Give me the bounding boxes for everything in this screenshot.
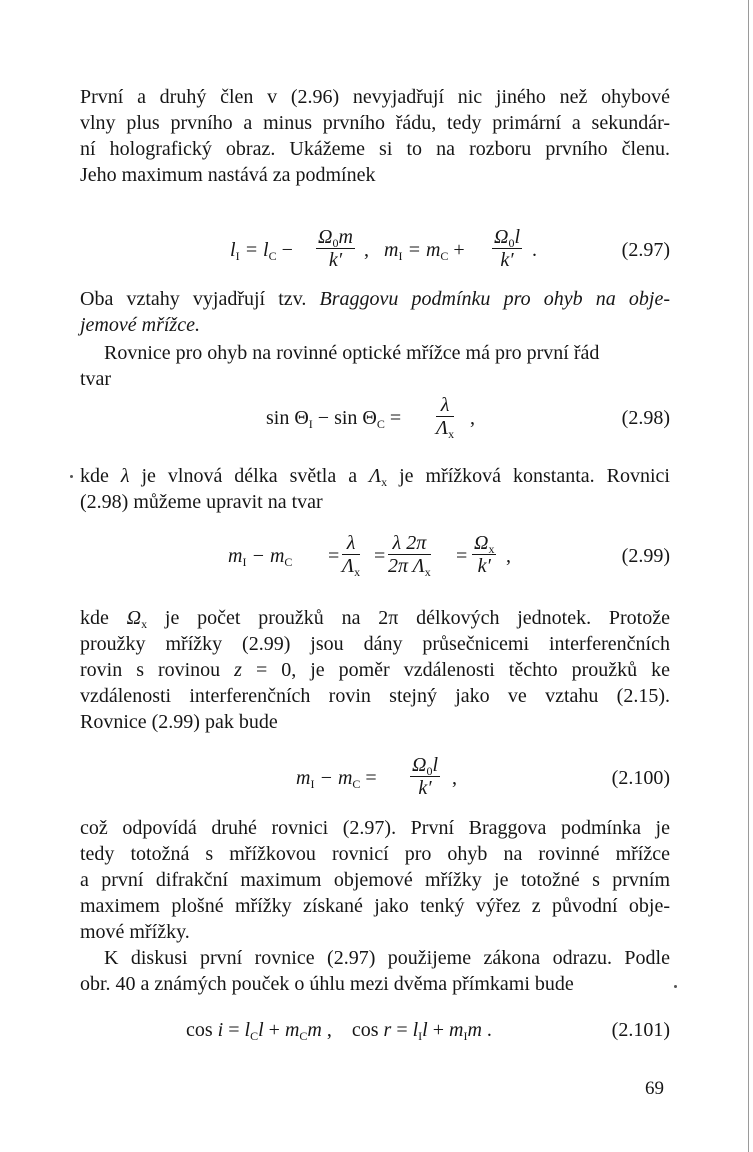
equation-number: (2.99) [621, 545, 670, 567]
italic-term: jemové mřížce. [80, 314, 200, 336]
math-symbol: Λ [369, 465, 382, 487]
math-expression: sin Θ [266, 407, 309, 429]
math-symbol: Ω [318, 226, 333, 248]
equation-number: (2.101) [611, 1019, 670, 1041]
math-symbol: l [432, 754, 439, 776]
text-span: kde [80, 607, 127, 629]
text-span: Oba vztahy vyjadřují tzv. [80, 288, 320, 310]
fraction [388, 532, 431, 577]
math-symbol: − m [246, 545, 285, 567]
math-operator: + [448, 239, 465, 261]
math-subscript: C [284, 555, 293, 569]
text-line [80, 605, 670, 631]
text-line [80, 286, 670, 312]
math-subscript: x [381, 475, 388, 489]
fraction [472, 532, 496, 577]
text-span: je počet proužků na 2π délkových jednotek. Protože [147, 607, 670, 629]
math-punct: . [532, 239, 537, 261]
math-punct: , [452, 767, 457, 789]
math-subscript: I [398, 249, 403, 263]
text-line: (2.98) můžeme upravit na tvar [80, 491, 323, 513]
text-span: kde [80, 465, 121, 487]
math-symbol: = m [402, 239, 441, 261]
math-subscript: C [352, 777, 361, 791]
math-subscript: x [424, 565, 431, 579]
text-line: což odpovídá druhé rovnici (2.97). První Braggova podmínka je [80, 817, 670, 839]
equation-2-98 [80, 392, 670, 462]
text-line [80, 463, 670, 489]
text-line: ní holografický obraz. Ukážeme si to na rozboru prvního členu. [80, 138, 670, 160]
math-symbol: m [307, 1019, 322, 1041]
fraction [436, 394, 454, 439]
math-symbol: 2π Λ [388, 555, 425, 577]
math-symbol: Λ [342, 555, 355, 577]
math-symbol: − m [314, 767, 353, 789]
math-subscript: C [440, 249, 449, 263]
math-symbol: λ 2π [392, 532, 427, 554]
math-subscript: C [376, 417, 385, 431]
math-symbol: l [422, 1019, 428, 1041]
text-span: = 0, je poměr vzdálenosti těchto proužků ke [241, 659, 671, 681]
math-expression: − sin Θ [312, 407, 377, 429]
math-symbol: m [384, 239, 399, 261]
math-symbol: Ω [494, 226, 509, 248]
fraction [410, 754, 440, 799]
math-symbol: l [244, 1019, 251, 1041]
fraction [342, 532, 360, 577]
text-line: mové mřížky. [80, 921, 190, 943]
math-operator: = [374, 545, 386, 567]
math-symbol: k′ [328, 249, 343, 271]
margin-mark [674, 985, 677, 988]
text-line: tedy totožná s mřížkovou rovnicí pro ohyb na rovinné mřížce [80, 843, 670, 865]
math-operator: − [276, 239, 293, 261]
text-line [80, 657, 670, 683]
equation-number: (2.97) [621, 239, 670, 261]
math-expression: cos [186, 1019, 218, 1041]
math-symbol: l [514, 226, 521, 248]
equation-2-97 [80, 214, 670, 284]
math-symbol: r [383, 1019, 392, 1041]
math-subscript: I [242, 555, 247, 569]
math-symbol: i [217, 1019, 224, 1041]
math-symbol: z [234, 659, 242, 681]
math-symbol: m [467, 1019, 482, 1041]
equation-number: (2.100) [611, 767, 670, 789]
text-span: rovin s rovinou [80, 659, 235, 681]
math-symbol: λ [346, 532, 356, 554]
margin-mark [70, 475, 73, 478]
math-symbol: l [412, 1019, 419, 1041]
text-span: je vlnová délka světla a [129, 465, 370, 487]
text-line: Jeho maximum nastává za podmínek [80, 164, 376, 186]
math-symbol: m [449, 1019, 464, 1041]
text-line: vlny plus prvního a minus prvního řádu, tedy primární a sekundár- [80, 112, 670, 134]
math-operator: = [384, 407, 402, 429]
math-expression: , cos [321, 1019, 384, 1041]
math-subscript: x [448, 427, 455, 441]
math-symbol: Ω [412, 754, 427, 776]
math-subscript: x [488, 542, 495, 556]
equation-2-100 [80, 742, 670, 812]
equation-2-99 [80, 520, 670, 590]
math-operator: = [456, 545, 468, 567]
text-line: a první difrakční maximum objemové mřížky je totožné s prvním [80, 869, 670, 891]
text-line: vzdálenosti interferenčních rovin stejný jako ve vztahu (2.15). [80, 685, 670, 707]
math-symbol: = l [239, 239, 269, 261]
math-subscript: I [463, 1029, 468, 1043]
math-subscript: C [250, 1029, 259, 1043]
fraction [492, 226, 522, 271]
math-subscript: 0 [332, 236, 339, 250]
equation-2-101 [80, 1006, 670, 1046]
math-punct: , [470, 407, 475, 429]
math-symbol: m [228, 545, 243, 567]
math-subscript: x [354, 565, 361, 579]
text-line: obr. 40 a známých pouček o úhlu mezi dvěma přímkami bude [80, 973, 574, 995]
math-symbol: Λ [436, 417, 449, 439]
math-symbol: m [296, 767, 311, 789]
math-punct: . [481, 1019, 492, 1041]
math-subscript: 0 [426, 764, 433, 778]
math-symbol: k′ [477, 555, 491, 577]
text-line [80, 312, 200, 338]
math-operator: + [427, 1019, 450, 1041]
math-subscript: C [268, 249, 277, 263]
math-operator: + [263, 1019, 285, 1041]
math-symbol: m [338, 226, 353, 248]
math-subscript: 0 [508, 236, 515, 250]
math-symbol: m [284, 1019, 300, 1041]
math-operator: = [328, 545, 340, 567]
math-subscript: I [418, 1029, 423, 1043]
math-symbol: k′ [500, 249, 514, 271]
equation-number: (2.98) [621, 407, 670, 429]
text-span: je mřížková konstanta. Rovnici [387, 465, 670, 487]
page-edge-line [748, 0, 749, 1152]
math-symbol: Ω [126, 607, 142, 629]
text-line: K diskusi první rovnice (2.97) použijeme zákona odrazu. Podle [104, 947, 670, 969]
text-line: maximem plošné mřížky získané jako tenký výřez z původní obje- [80, 895, 670, 917]
math-subscript: x [141, 617, 148, 631]
math-symbol: λ [120, 465, 130, 487]
math-operator: = [391, 1019, 413, 1041]
math-operator: = [223, 1019, 245, 1041]
math-symbol: l [230, 239, 236, 261]
math-subscript: I [310, 777, 315, 791]
math-subscript: I [235, 249, 240, 263]
italic-term: Braggovu podmínku pro ohyb na obje- [319, 288, 670, 310]
math-symbol: l [258, 1019, 264, 1041]
math-punct: , [506, 545, 511, 567]
text-line: První a druhý člen v (2.96) nevyjadřují nic jiného než ohybové [80, 86, 670, 108]
text-line: Rovnice pro ohyb na rovinné optické mřížce má pro první řád [104, 342, 600, 364]
math-subscript: C [299, 1029, 308, 1043]
math-operator: = [360, 767, 377, 789]
math-symbol: λ [440, 394, 450, 416]
text-line: Rovnice (2.99) pak bude [80, 711, 278, 733]
math-subscript: I [308, 417, 313, 431]
page-number: 69 [645, 1078, 664, 1099]
math-punct: , [364, 239, 369, 261]
fraction [316, 226, 355, 271]
text-line: tvar [80, 368, 112, 390]
math-symbol: Ω [474, 532, 489, 554]
math-symbol: k′ [418, 777, 432, 799]
text-line: proužky mřížky (2.99) jsou dány průsečnicemi interferenčních [80, 633, 670, 655]
